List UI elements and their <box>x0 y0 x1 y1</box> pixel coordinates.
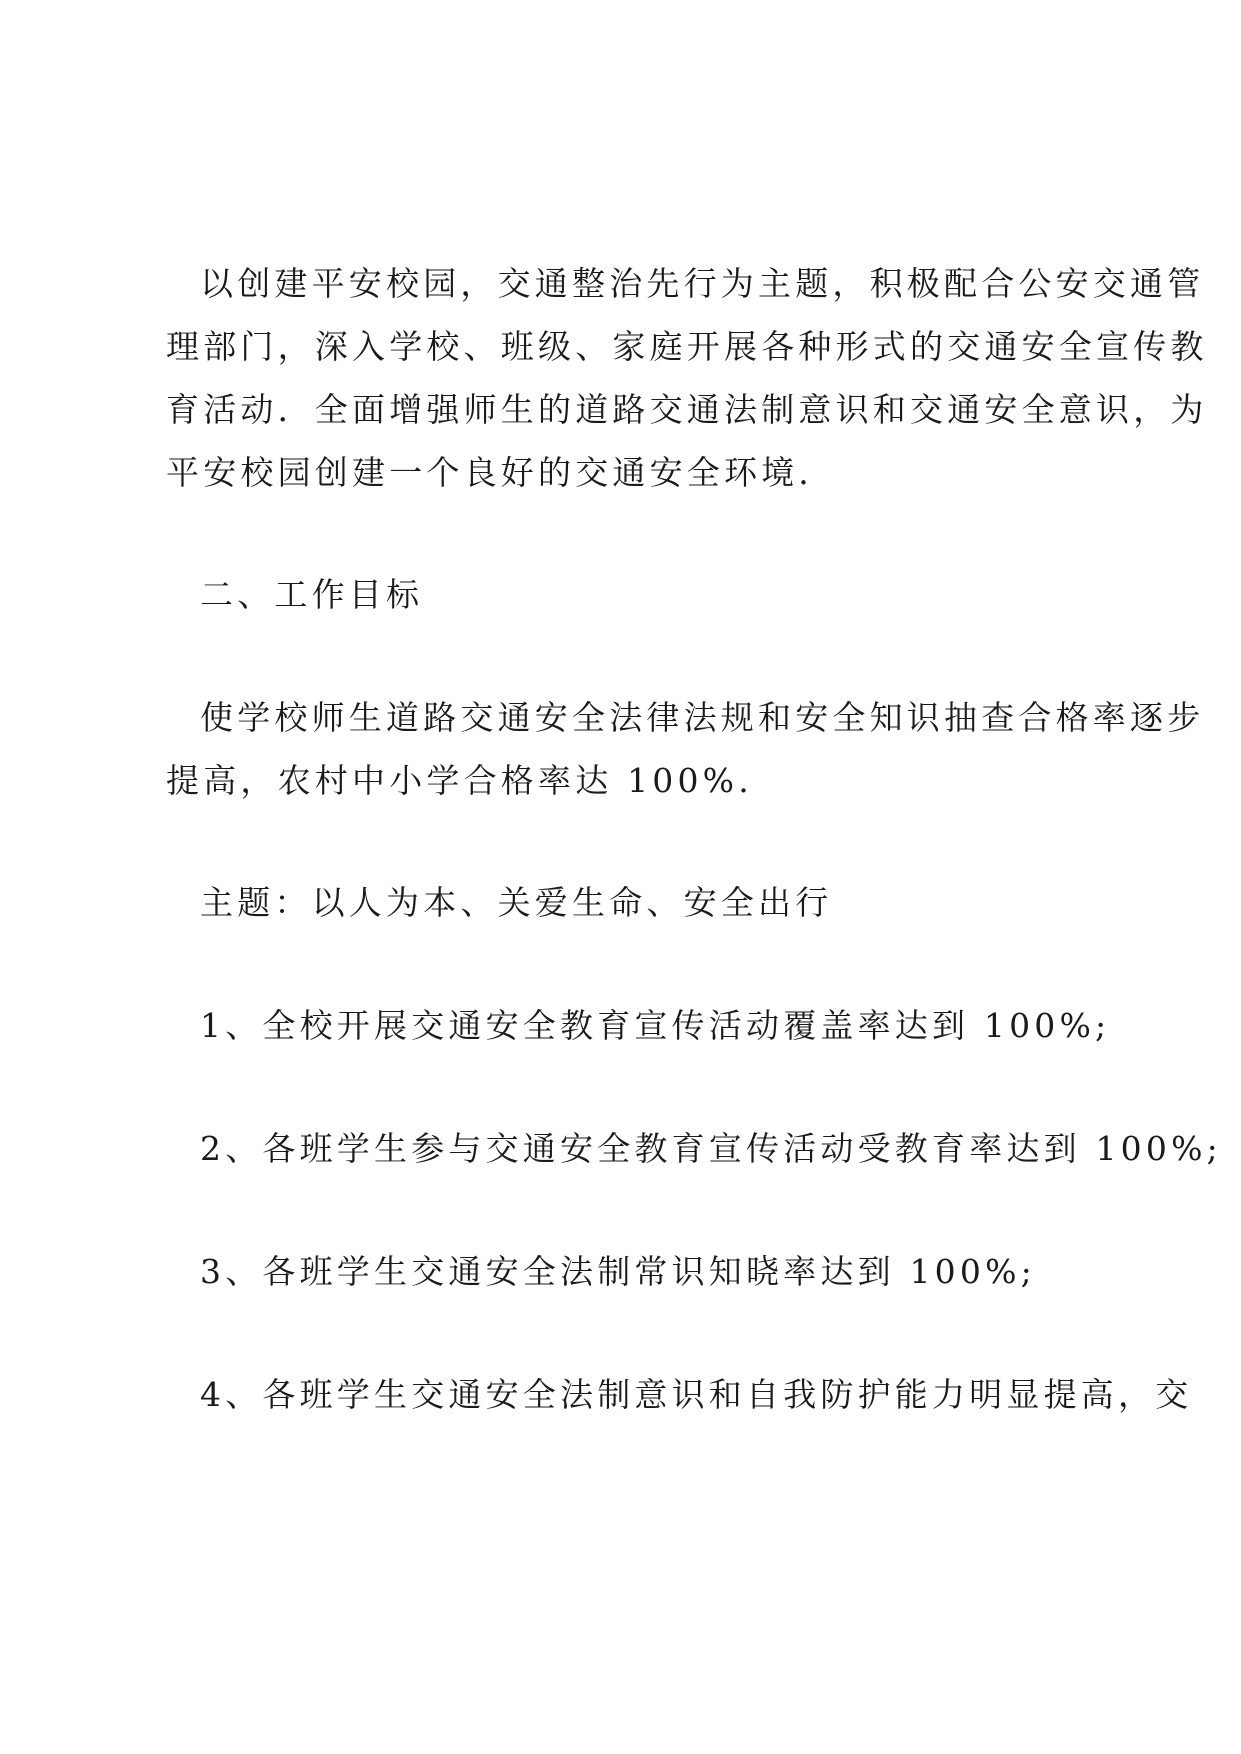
intro-line-3: 育活动．全面增强师生的道路交通法制意识和交通安全意识，为 <box>166 390 1208 429</box>
goals-line-2: 提高，农村中小学合格率达 100%. <box>166 761 753 800</box>
section-heading-goals: 二、工作目标 <box>200 575 424 614</box>
theme-line: 主题：以人为本、关爱生命、安全出行 <box>200 883 833 922</box>
goal-item-3: 3、各班学生交通安全法制常识知晓率达到 100%; <box>200 1252 1036 1291</box>
goals-line-1: 使学校师生道路交通安全法律法规和安全知识抽查合格率逐步 <box>200 698 1205 737</box>
goal-item-4: 4、各班学生交通安全法制意识和自我防护能力明显提高，交 <box>200 1375 1193 1414</box>
intro-line-1: 以创建平安校园，交通整治先行为主题，积极配合公安交通管 <box>200 264 1205 303</box>
intro-line-2: 理部门，深入学校、班级、家庭开展各种形式的交通安全宣传教 <box>166 327 1208 366</box>
intro-line-4: 平安校园创建一个良好的交通安全环境． <box>166 453 836 492</box>
goal-item-1: 1、全校开展交通安全教育宣传活动覆盖率达到 100%; <box>200 1006 1111 1045</box>
goal-item-2: 2、各班学生参与交通安全教育宣传活动受教育率达到 100%; <box>200 1129 1222 1168</box>
